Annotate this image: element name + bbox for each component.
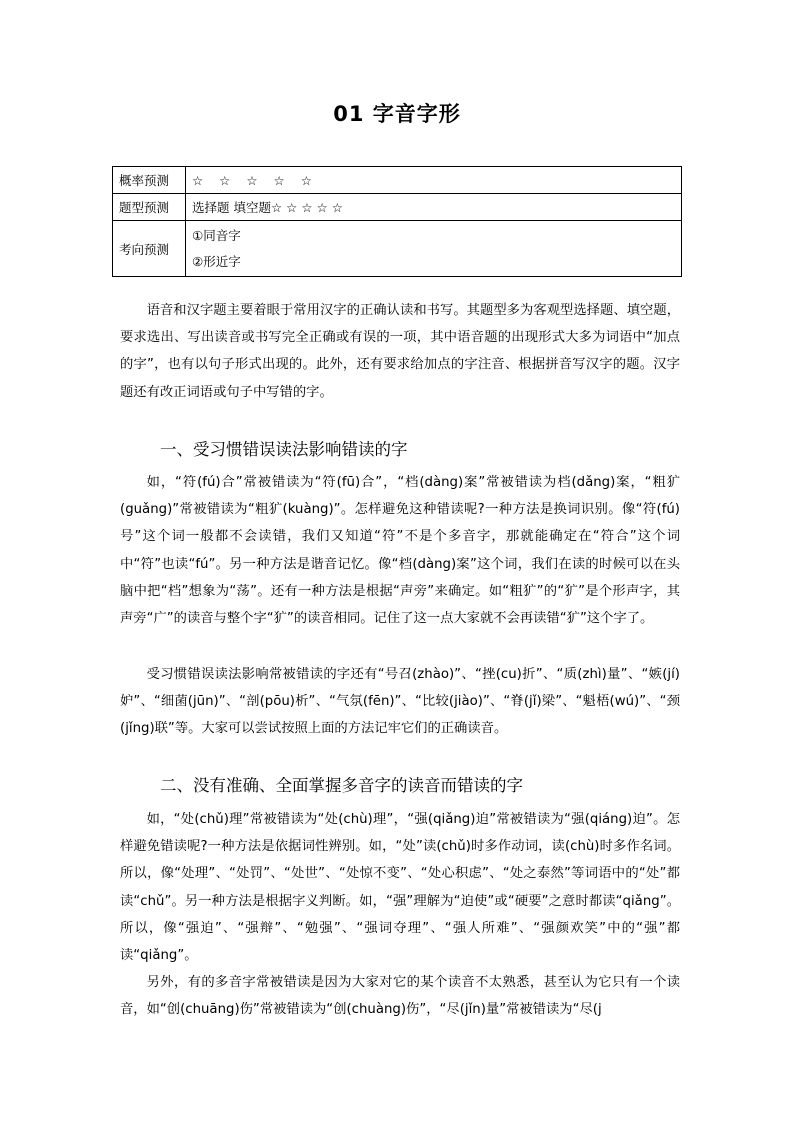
section-heading-1: 一、受习惯错误读法影响错读的字 (160, 440, 408, 459)
exam-direction-item: ②形近字 (192, 253, 241, 269)
table-row (113, 167, 682, 194)
table-row (113, 194, 682, 221)
exam-direction-item: ①同音字 (192, 227, 241, 243)
probability-stars: ☆ ☆ ☆ ☆ ☆ (186, 167, 682, 194)
section2-paragraph-2: 另外，有的多音字常被错读是因为大家对它的某个读音不太熟悉，甚至认为它只有一个读音，如“创(chuāng)伤”常被错读为“创(chuàng)伤”，“尽(jǐn)量”常被错读为“尽(j (120, 975, 680, 1018)
section1-paragraph-1: 如，“符(fú)合”常被错读为“符(fū)合”，“档(dàng)案”常被错读为档(dǎng)案，“粗犷(guǎng)”常被错读为“粗犷(kuàng)”。怎样避免这种错读呢?一种方法是换词识别。像“符(fú)号”这个词一般都不会读错，我们又知道“符”不是个多音字，那就能确定在“符合”这个词中“符”也读“fú”。另一种方法是谐音记忆。像“档(dàng)案”这个词，我们在读的时候可以在头脑中把“档”想象为“荡”。还有一种方法是根据“声旁”来确定。如“粗犷”的“犷”是个形声字，其声旁“广”的读音与整个字“犷”的读音相同。记住了这一点大家就不会再读错“犷”这个字了。 (120, 475, 680, 627)
question-type-label: 题型预测 (113, 194, 186, 221)
question-type-value: 选择题 填空题☆ ☆ ☆ ☆ ☆ (186, 194, 682, 221)
intro-paragraph: 语音和汉字题主要着眼于常用汉字的正确认读和书写。其题型多为客观型选择题、填空题，要求选出、写出读音或书写完全正确或有误的一项，其中语音题的出现形式大多为词语中“加点的字”，也有以句子形式出现的。此外，还有要求给加点的字注音、根据拼音写汉字的题。汉字题还有改正词语或句子中写错的字。 (120, 303, 680, 400)
page-title: 01 字音字形 (333, 102, 461, 126)
forecast-table (112, 166, 682, 277)
exam-direction-label: 考向预测 (113, 221, 186, 277)
exam-direction-list (186, 221, 682, 277)
table-row (113, 221, 682, 277)
probability-label: 概率预测 (113, 167, 186, 194)
section2-paragraph-1: 如，“处(chǔ)理”常被错读为“处(chù)理”，“强(qiǎng)迫”常被错读为“强(qiáng)迫”。怎样避免错读呢?一种方法是依据词性辨别。如，“处”读(chǔ)时多作动词，读(chù)时多作名词。所以，像“处理”、“处罚”、“处世”、“处惊不变”、“处心积虑”、“处之泰然”等词语中的“处”都读“chǔ”。另一种方法是根据字义判断。如，“强”理解为“迫使”或“硬要”之意时都读“qiǎng”。所以，像“强迫”、“强辩”、“勉强”、“强词夺理”、“强人所难”、“强颜欢笑”中的“强”都读“qiǎng”。 (120, 812, 680, 964)
section-heading-2: 二、没有准确、全面掌握多音字的读音而错读的字 (160, 776, 523, 795)
section1-paragraph-2: 受习惯错误读法影响常被错读的字还有“号召(zhào)”、“挫(cu)折”、“质(zhì)量”、“嫉(jí)妒”、“细菌(jūn)”、“剖(pōu)析”、“气氛(fēn)”、“比较(jiào)”、“脊(jǐ)梁”、“魁梧(wú)”、“颈(jǐng)联”等。大家可以尝试按照上面的方法记牢它们的正确读音。 (120, 667, 680, 737)
